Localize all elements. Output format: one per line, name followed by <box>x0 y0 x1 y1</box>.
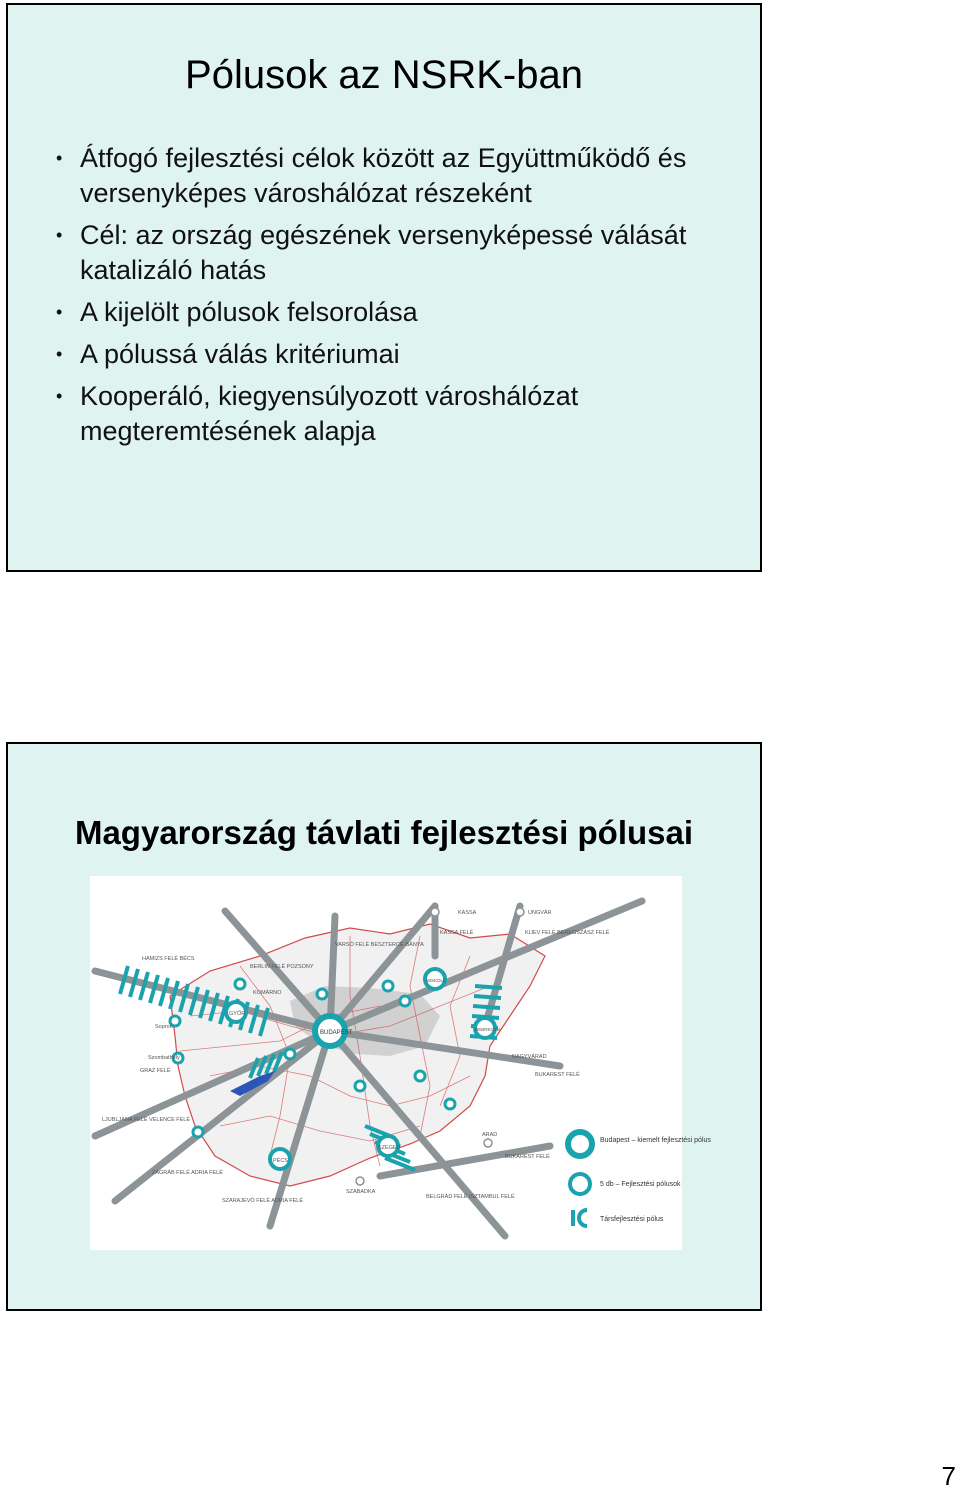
map-legend <box>568 1132 711 1226</box>
direction-label: BERLIN FELÉ POZSONY <box>250 964 314 970</box>
border-crossing-icon <box>356 1177 364 1185</box>
direction-label: KIJEV FELÉ BEREGSZÁSZ FELÉ <box>525 930 610 936</box>
place-label: ARAD <box>482 1132 498 1138</box>
direction-label: LJUBLJANA FELÉ VELENCE FELÉ <box>102 1117 191 1123</box>
bullet-dot-icon: • <box>56 386 63 406</box>
bullet-item: • A pólussá válás kritériumai <box>52 337 732 372</box>
slide-1 <box>6 3 762 572</box>
place-label: Szombathely <box>148 1055 180 1061</box>
bullet-list <box>52 141 732 456</box>
place-label: KOMÁRNO <box>253 990 282 996</box>
bullet-item: • A kijelölt pólusok felsorolása <box>52 295 732 330</box>
city-label: MISKOLC <box>426 978 447 983</box>
border-crossing-icon <box>431 908 439 916</box>
city-label: KASSA <box>458 910 477 916</box>
bullet-dot-icon: • <box>56 148 63 168</box>
direction-label: BUKAREST FELÉ <box>535 1072 580 1078</box>
city-label: DEBRECEN <box>475 1027 501 1032</box>
place-label: Sopron <box>155 1024 173 1030</box>
bullet-dot-icon: • <box>56 302 63 322</box>
direction-label: SZARAJEVÓ FELÉ ADRIA FELÉ <box>222 1198 303 1204</box>
slide-title: Magyarország távlati fejlesztési pólusai <box>74 814 694 851</box>
bullet-dot-icon: • <box>56 344 63 364</box>
city-label: GYŐR <box>229 1011 246 1017</box>
city-label: PÉCS <box>273 1158 288 1164</box>
legend-budapest-pole-icon <box>568 1132 592 1156</box>
direction-label: GRAZ FELÉ <box>140 1068 171 1074</box>
border-crossing-icon <box>484 1139 492 1147</box>
bullet-item: • Kooperáló, kiegyensúlyozott városhálózat megteremtésének alapja <box>56 381 579 446</box>
city-label: SZEGED <box>378 1145 401 1151</box>
place-label: NAGYVÁRAD <box>512 1054 547 1060</box>
bullet-item: • Cél: az ország egészének versenyképessé válását katalizáló hatás <box>56 220 687 285</box>
direction-label: VARSÓ FELÉ BESZTERCE-BÁNYA <box>335 942 424 948</box>
legend-label: Társfejlesztési pólus <box>600 1216 664 1223</box>
pole-map <box>90 876 711 1250</box>
direction-label: BUKAREST FELÉ <box>505 1154 550 1160</box>
slide-title: Pólusok az NSRK-ban <box>185 53 583 97</box>
legend-co-pole-icon <box>573 1210 587 1226</box>
direction-label: KASSA FELÉ <box>440 930 474 936</box>
bullet-item: • Átfogó fejlesztési célok között az Együttműködő és versenyképes városhálózat részeként <box>56 143 687 208</box>
direction-label: BELGRÁD FELÉ ISZTAMBUL FELÉ <box>426 1194 515 1200</box>
city-label: UNGVÁR <box>528 910 552 916</box>
place-label: SZABADKA <box>346 1189 376 1195</box>
page-number: 7 <box>941 1461 956 1491</box>
legend-label: Budapest – kiemelt fejlesztési pólus <box>600 1137 711 1144</box>
legend-pole-icon <box>570 1174 590 1194</box>
bullet-dot-icon: • <box>56 225 63 245</box>
border-crossing-icon <box>516 908 524 916</box>
direction-label: ZÁGRÁB FELÉ ADRIA FELÉ <box>152 1170 223 1176</box>
legend-label: 5 db – Fejlesztési pólusok <box>600 1181 681 1188</box>
direction-label: HAMIZS FELÉ BÉCS <box>142 956 195 962</box>
slide-2 <box>6 742 762 1311</box>
city-label: BUDAPEST <box>320 1030 353 1036</box>
hungary-map-graphic <box>90 876 711 1250</box>
